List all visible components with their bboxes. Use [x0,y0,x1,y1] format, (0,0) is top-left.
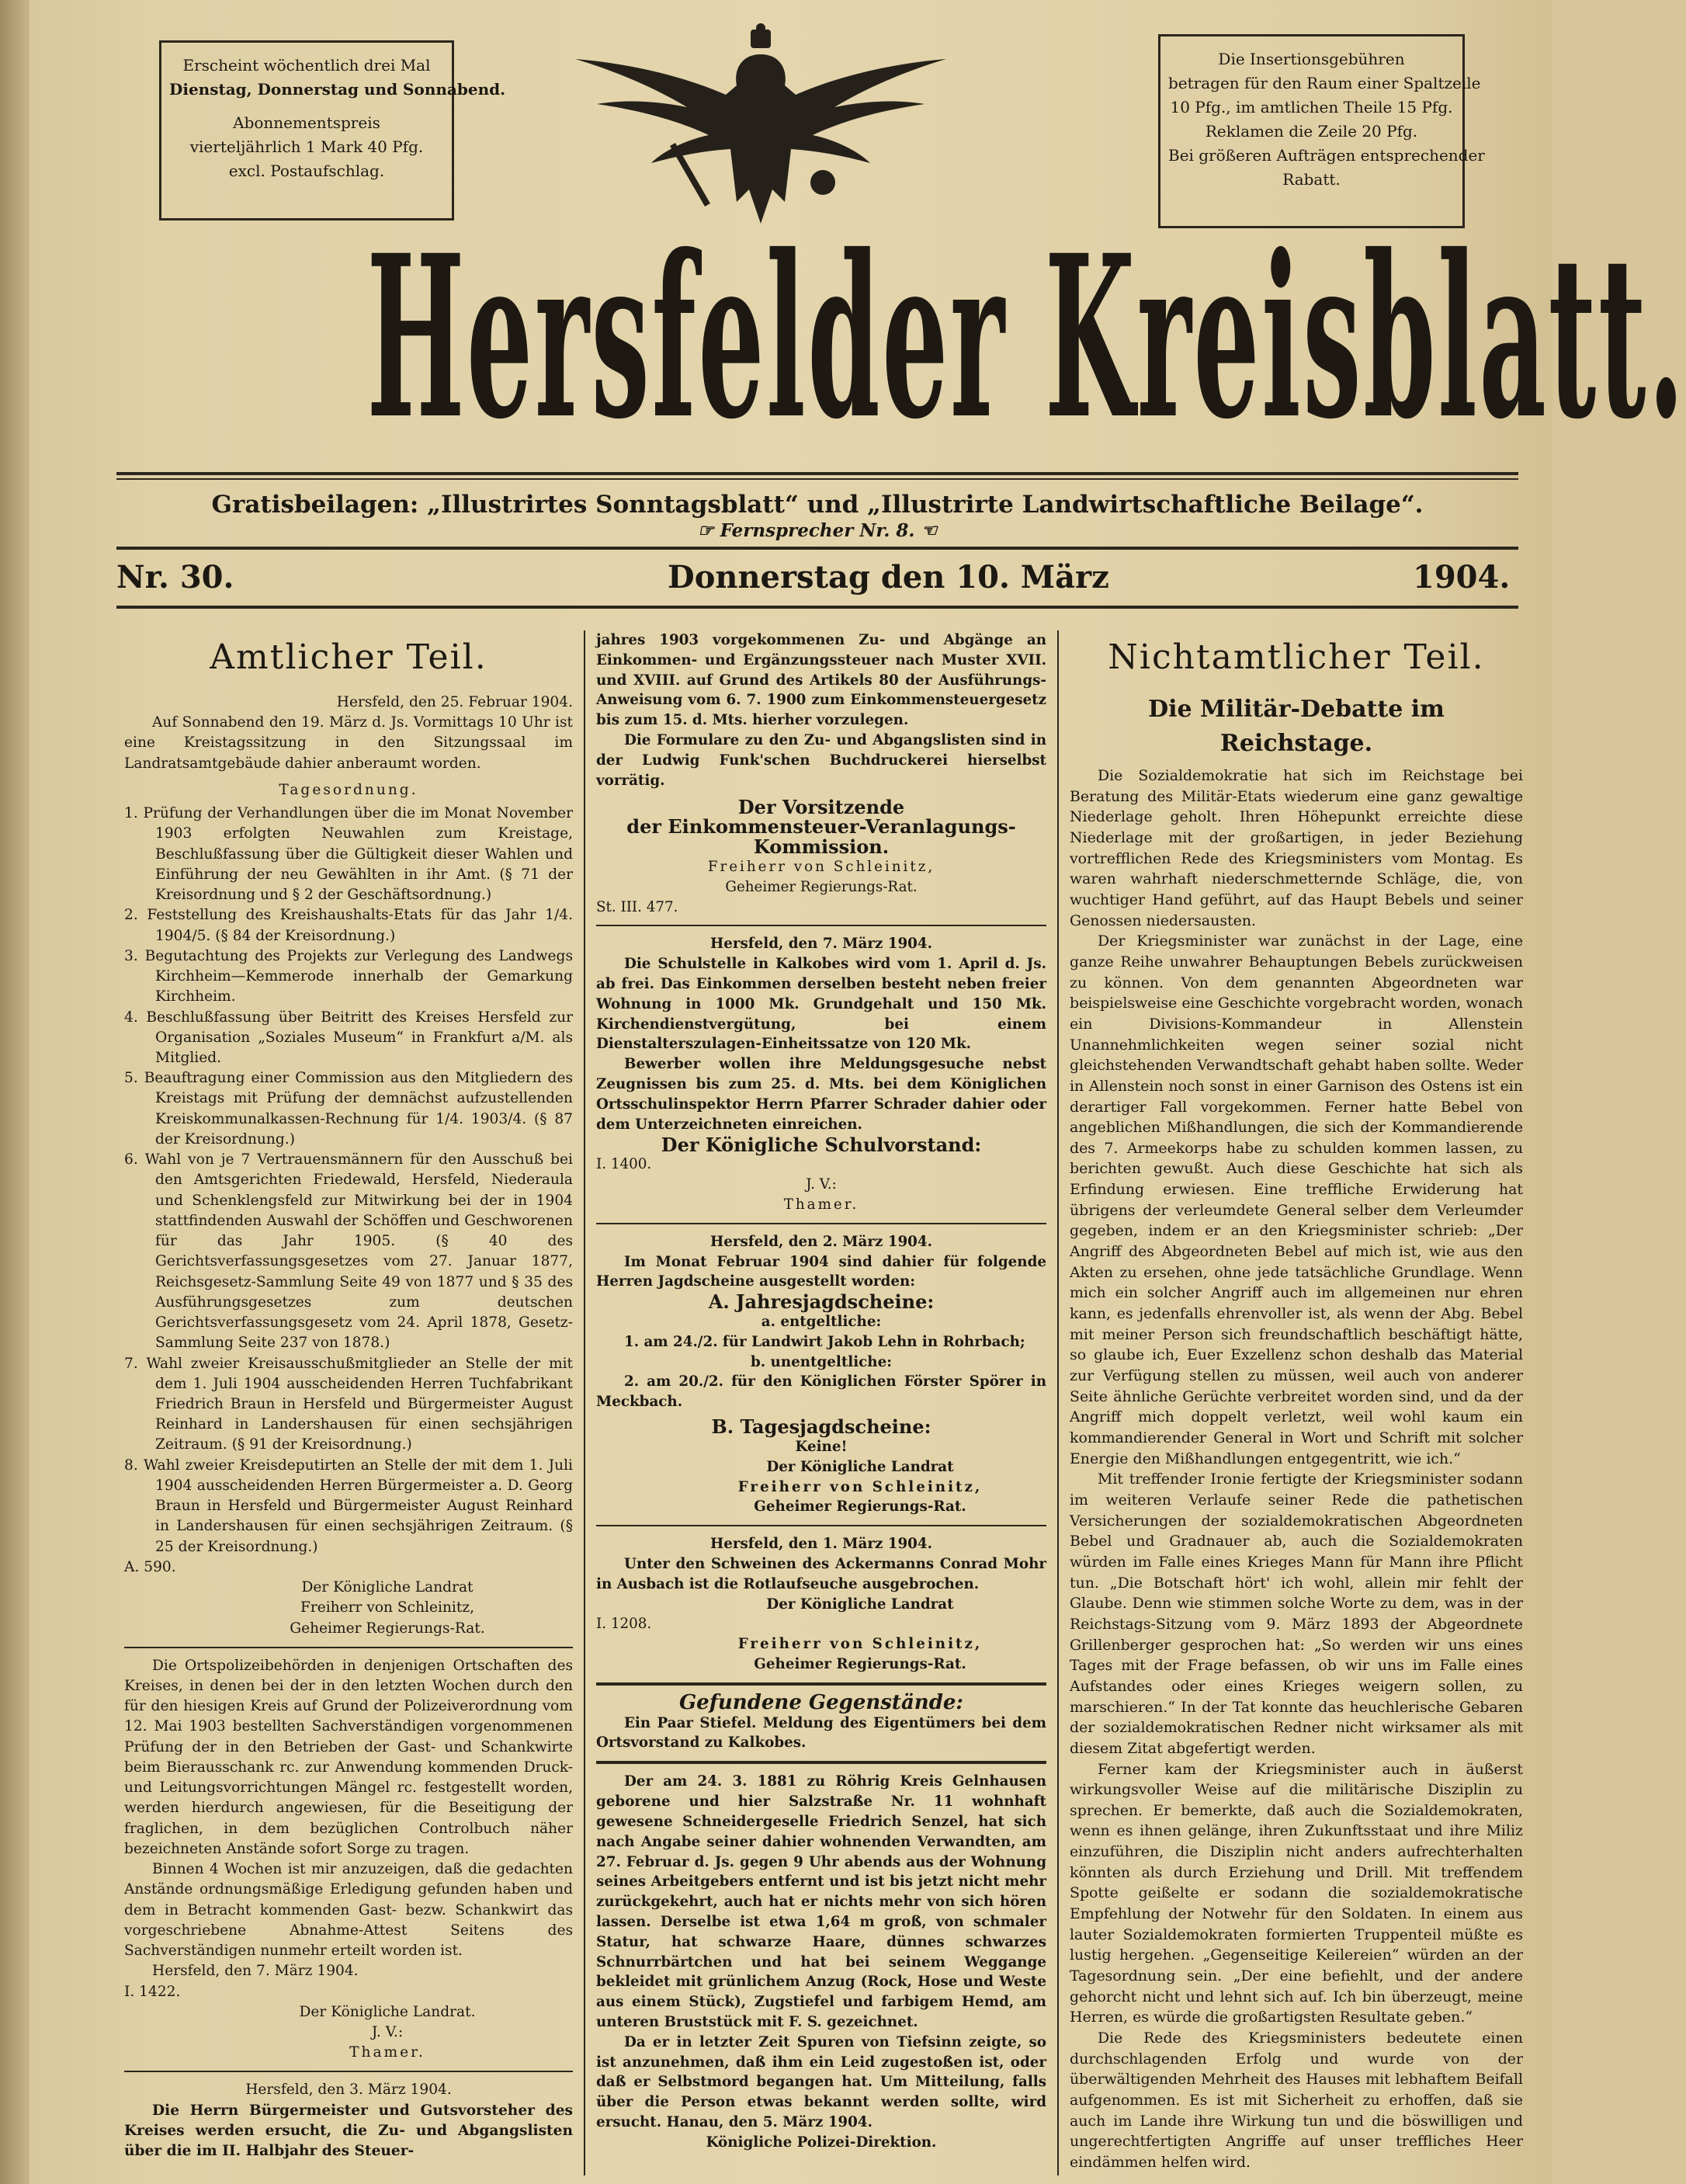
notice-intro: Auf Sonnabend den 19. März d. Js. Vormittags 10 Uhr ist eine Kreistagssitzung in den Sitzungssaal im Landratsamtgebäude dahier anberaumt worden. [124,714,573,772]
signature-line: J. V.: [806,1176,837,1193]
article-paragraph: Ferner kam der Kriegsminister auch in äußerst wirkungsvoller Weise auf die militärische Disziplin zu sprechen. Er bemerkte, daß auch die Sozialdemokraten, wenn es ihnen gelänge, ihren Zukunftsstaat und ihre Miliz einzuführen, die Disziplin nicht anders aufrechterhalten könnten als durch Erziehung und Drill. Mit treffendem Spotte geißelte er sodann die sozialdemokratische Empfehlung der Notwehr für den Soldaten. In einem aus lauter Sozialdemokraten formierten Truppenteil müßte es lustig hergehen. „Gegenseitige Keilereien“ würden an der Tagesordnung sein. „Der eine befiehlt, und der andere gehorcht nicht und lehnt sich auf. Ich bin überzeugt, meine Herren, es würde die großartigsten Resultate geben.“ [1070,1760,1523,2026]
signature-line: Der Vorsitzende [737,795,905,818]
agenda-item: 5. Beauftragung einer Commission aus den Mitgliedern des Kreistags mit Prüfung der demnächst aufzustellenden Kreiskommunalkassen-Rechnung für 1/4. 1903/4. (§ 87 der Kreisordnung.) [124,1070,573,1148]
issue-year: 1904. [1413,559,1511,595]
notice-body: Im Monat Februar 1904 sind dahier für folgende Herren Jagdscheine ausgestellt worden: [596,1253,1046,1290]
signature-line: Der Königliche Landrat. [299,2003,476,2020]
notice-separator [124,2071,573,2072]
signature-line: Freiherr von Schleinitz, [300,1599,475,1616]
article-paragraph: Die Sozialdemokratie hat sich im Reichstage bei Beratung des Militär-Etats wiederum eine ganz gewaltige Niederlage geholt. Ihren Höhepunkt erreichte diese Niederlage mit der großartigen, in jeder Beziehung vortrefflichen Rede des Kriegsministers vom Montag. Es waren wahrhaft niederschmetternde Schläge, die, von wuchtiger Hand geführt, auf das Haupt Bebels und seiner Genossen niedersausten. [1070,767,1523,929]
reference-number: I. 1400. [596,1156,652,1173]
place-date: Hersfeld, den 7. März 1904. [709,936,932,953]
notice-body: Der am 24. 3. 1881 zu Röhrig Kreis Gelnhausen geborene und hier Salzstraße Nr. 11 wohnhaft gewesene Schneidergeselle Friedrich Senzel, hat sich nach Angabe seiner dahier wohnenden Verwandten, am 27. Februar d. Js. gegen 9 Uhr abends aus der Wohnung seines Arbeitgebers entfernt und ist bis jetzt nicht mehr zurückgekehrt, auch hat er nichts mehr von sich hören lassen. Derselbe ist etwa 1,64 m groß, von schmaler Statur, hat schwarze Haare, dünnes schwarzes Schnurrbärtchen und hat bei seinem Weggange bekleidet mit grünlichem Anzug (Rock, Hose und Weste aus einem Stück), Zugstiefel und farbigem Hemd, am unteren Bruststück mit F. S. gezeichnet. [596,1773,1046,2030]
rates-line: Reklamen die Zeile 20 Pfg. [1205,122,1418,141]
list-subheading: a. entgeltliche: [761,1314,882,1330]
agenda-item: 7. Wahl zweier Kreisausschußmitglieder an Stelle der mit dem 1. Juli 1904 ausscheidenden Herren Tuchfabrikant Friedrich Braun in Hersfeld und Bürgermeister August Reinhard in Landershausen für einen sechsjährigen Zeitraum. (§ 91 der Kreisordnung.) [124,1355,573,1453]
found-items-heading: Gefundene Gegenstände: [678,1690,964,1714]
section-heading: Nichtamtlicher Teil. [1108,637,1485,677]
agenda-item: 4. Beschlußfassung über Beitritt des Kreises Hersfeld zur Organisation „Soziales Museum“ in Frankfurt a/M. als Mitglied. [124,1009,573,1066]
notice-separator [596,925,1046,926]
signature-line: J. V.: [371,2024,404,2040]
dateline-top-rule [116,547,1518,550]
column-official-continued [596,630,1046,2153]
rates-line: Rabatt. [1282,170,1341,189]
reference-number: A. 590. [124,1558,176,1575]
list-item: 2. am 20./2. für den Königlichen Förster Spörer in Meckbach. [596,1373,1046,1411]
notice-separator [596,1525,1046,1526]
signature-line: Der Königliche Schulvorstand: [661,1133,982,1156]
list-heading: A. Jahresjagdscheine: [708,1290,935,1314]
rates-line: 10 Pfg., im amtlichen Theile 15 Pfg. [1170,98,1453,116]
notice-body: Die Ortspolizeibehörden in denjenigen Ortschaften des Kreises, in denen bei der in den letzten Wochen durch den für den hiesigen Kreis auf Grund der Polizeiverordnung vom 12. Mai 1903 bestellten Sachverständigen vorgenommenen Prüfung der in den Betrieben der Gast- und Schankwirte beim Bierausschank rc. zur Anwendung kommenden Druck- und Leitungsvorrichtungen Mängel rc. festgestellt worden, werden hierdurch angewiesen, für die Beseitigung der fraglichen, in dem bezüglichen Controlbuch näher bezeichneten Anstände sofort Sorge zu tragen. [124,1657,573,1857]
signature-line: Freiherr von Schleinitz, [707,858,935,875]
phone-line [116,519,1518,543]
signature-line: Geheimer Regierungs-Rat. [754,1656,966,1672]
notice-separator [124,1647,573,1648]
reference-number: I. 1422. [124,1983,181,2000]
agenda-item: 3. Begutachtung des Projekts zur Verlegung des Landwegs Kirchheim—Kemmerode innerhalb der Gemarkung Kirchheim. [124,947,573,1005]
phone-number: Fernsprecher Nr. 8. [720,520,915,541]
article-paragraph: Der Kriegsminister war zunächst in der Lage, eine ganze Reihe unwahrer Behauptungen Bebels zurückweisen zu können. Von dem genannten Abgeordneten war beispielsweise eine Geschichte vorgebracht worden, wonach ein Divisions-Kommandeur in Allenstein Unannehmlichkeiten wegen seiner sozial nicht gleichstehenden Verwandtschaft gehabt haben sollte. Weder in Allenstein noch sonst in einer Garnison des Ostens ist ein derartiger Fall vorgekommen. Ferner hatte Bebel von angeblichen Mißhandlungen, die sich der Kommandierende des 7. Armeekorps habe zu schulden kommen lassen, zu berichten gewußt. Auch diese Geschichte hat sich als Erfindung erwiesen. Eine treffliche Erwiderung hat übrigens der verleumdete General selber dem Verleumder gegeben, indem er an den Kriegsminister schrieb: „Der Angriff des Abgeordneten Bebel auf mich ist, wie aus den Akten zu ersehen, ohne jede tatsächliche Grundlage. Wenn mich ein solcher Angriff auch im allgemeinen nur ehren kann, es jedenfalls ehrenvoller ist, als wenn der Abg. Bebel mit meiner Person sich freundschaftlich beschäftigt hätte, so glaube ich, Euer Exzellenz schon deshalb das Material zur Verfügung stellen zu müssen, weil auch von anderer Seite ähnliche Gerüchte verbreitet worden sind, und da der Angriff mich doppelt verletzt, weil wohl kaum ein kommandierender General in Wort und Schrift mit solcher Energie den Mißhandlungen entgegentritt, wie ich.“ [1070,932,1523,1467]
section-heading: Amtlicher Teil. [210,637,487,677]
signature-line: Freiherr von Schleinitz, [737,1478,983,1495]
signature-line: der Einkommensteuer-Veranlagungs-Kommission. [626,815,1016,859]
notice-body: jahres 1903 vorgekommenen Zu- und Abgänge an Einkommen- und Ergänzungssteuer nach Muster XVII. und XVIII. auf Grund des Artikels 80 der Ausführungs-Anweisung vom 6. 7. 1900 zum Einkommensteuergesetz bis zum 15. d. Mts. hierher vorzulegen. [596,632,1046,729]
agenda-heading: Tagesordnung. [279,781,418,798]
notice-body: Da er in letzter Zeit Spuren von Tiefsinn zeigte, so ist anzunehmen, daß ihm ein Leid zugestoßen ist, oder daß er Selbstmord begangen hat. Um Mitteilung, falls über die Person etwas bekannt werden sollte, wird ersucht. Hanau, den 5. März 1904. [596,2033,1046,2131]
signature-line: Geheimer Regierungs-Rat. [290,1620,485,1637]
rates-line: Die Insertionsgebühren [1218,50,1405,68]
place-date: Hersfeld, den 25. Februar 1904. [336,694,573,710]
list-heading: B. Tagesjagdscheine: [711,1415,931,1439]
list-subheading: b. unentgeltliche: [751,1353,892,1370]
place-date: Hersfeld, den 7. März 1904. [152,1963,359,1980]
subscription-line: Abonnementspreis [233,113,380,132]
subscription-line: vierteljährlich 1 Mark 40 Pfg. [189,137,424,156]
signature-line: Der Königliche Landrat [301,1579,474,1596]
notice-body: Bewerber wollen ihre Meldungsgesuche nebst Zeugnissen bis zum 25. d. Mts. bei dem Königlichen Ortsschulinspektor Herrn Pfarrer Schrader dahier oder dem Unterzeichneten einreichen. [596,1056,1046,1133]
agenda-item: 2. Feststellung des Kreishaushalts-Etats für das Jahr 1/4. 1904/5. (§ 84 der Kreisordnung.) [124,907,573,944]
subscription-line: Dienstag, Donnerstag und Sonnabend. [169,80,506,99]
issue-number: Nr. 30. [116,559,234,595]
masthead-rule-thin [116,478,1518,480]
signature-line: Der Königliche Landrat [766,1458,954,1475]
column-divider [1057,630,1059,2175]
subscription-line: Erscheint wöchentlich drei Mal [182,56,431,75]
signature-line: Geheimer Regierungs-Rat. [725,878,918,895]
agenda-item: 6. Wahl von je 7 Vertrauensmännern für den Ausschuß bei den Amtsgerichten Friedewald, Hersfeld, Niederaula und Schenklengsfeld zur Mitwirkung bei der in 1904 stattfindenden Auswahl der Schöffen und Geschworenen für das Jahr 1905. (§ 40 des Gerichtsverfassungsgesetzes vom 27. Januar 1877, Reichsgesetz-Sammlung Seite 49 von 1877 und § 35 des Ausführungsgesetzes zum deutschen Gerichtsverfassungsgesetz vom 24. April 1878, Gesetz-Sammlung Seite 237 von 1878.) [124,1151,573,1352]
notice-separator [596,1682,1046,1686]
notice-body: Unter den Schweinen des Ackermanns Conrad Mohr in Ausbach ist die Rotlaufseuche ausgebrochen. [596,1555,1046,1592]
rates-line: Bei größeren Aufträgen entsprechender [1168,146,1485,165]
column-unofficial [1070,630,1523,2173]
place-date: Hersfeld, den 3. März 1904. [245,2082,452,2099]
subscription-line: excl. Postaufschlag. [228,161,385,180]
issue-date: Donnerstag den 10. März [668,559,1109,595]
signature-line: Thamer. [783,1196,859,1213]
signature-line: Geheimer Regierungs-Rat. [754,1498,966,1516]
agenda-item: 8. Wahl zweier Kreisdeputirten an Stelle der mit dem 1. Juli 1904 ausscheidenden Herren Bürgermeister a. D. Georg Braun in Hersfeld und Bürgermeister August Reinhard in Landershausen für einen sechsjährigen Zeitraum. (§ 25 der Kreisordnung.) [124,1457,573,1555]
dateline-bottom-rule [116,606,1518,609]
newspaper-title: Hersfelder Kreisblatt. [366,206,1686,469]
rates-line: betragen für den Raum einer Spaltzeile [1168,74,1481,92]
agenda-item: 1. Prüfung der Verhandlungen über die im Monat November 1903 erfolgten Neuwahlen zum Kreistage, Beschlußfassung über die Gültigkeit dieser Wahlen und Einführung der neu Gewählten in ihr Amt. (§ 71 der Kreisordnung und § 2 der Geschäftsordnung.) [124,805,573,904]
reference-number: St. III. 477. [596,898,678,915]
masthead-rule [116,472,1518,475]
pointing-hand-icon: ☞ [697,520,720,541]
notice-separator [596,1761,1046,1764]
supplements-line: Gratisbeilagen: „Illustrirtes Sonntagsblatt“ und „Illustrirte Landwirtschaftliche Beilage“. [211,491,1424,519]
reference-number: I. 1208. [596,1616,652,1633]
notice-body: Die Schulstelle in Kalkobes wird vom 1. April d. Js. ab frei. Das Einkommen derselben besteht neben freier Wohnung in 1000 Mk. Grundgehalt und 150 Mk. Kirchendienstvergütung, bei einem Dienstalterszulagen-Einheitssatze von 120 Mk. [596,956,1046,1053]
place-date: Hersfeld, den 1. März 1904. [709,1536,932,1553]
signature-line: Thamer. [349,2044,425,2061]
article-paragraph: Die Rede des Kriegsministers bedeutete einen durchschlagenden Erfolg und wurde von der überwältigenden Mehrheit des Hauses mit lebhaftem Beifall aufgenommen. Es ist mit Sicherheit zu erhoffen, daß sie auch im Lande ihre Wirkung tun und die böswilligen und ungerechtfertigten Angriffe auf unser treffliches Heer eindämmen helfen wird. [1070,2029,1523,2171]
signature-line: Der Königliche Landrat [766,1595,954,1613]
list-item: 1. am 24./2. für Landwirt Jakob Lehn in Rohrbach; [624,1333,1025,1350]
list-item: Keine! [795,1438,848,1455]
place-date: Hersfeld, den 2. März 1904. [709,1233,932,1250]
notice-body: Ein Paar Stiefel. Meldung des Eigentümers bei dem Ortsvorstand zu Kalkobes. [596,1714,1046,1752]
notice-separator [596,1223,1046,1224]
notice-body: Die Herrn Bürgermeister und Gutsvorsteher des Kreises werden ersucht, die Zu- und Abgangslisten über die im II. Halbjahr des Steuer- [124,2102,573,2160]
notice-body: Binnen 4 Wochen ist mir anzuzeigen, daß die gedachten Anstände ordnungsmäßige Erledigung gefunden haben und dem in Betracht kommenden Gast- bezw. Schankwirt das vorgeschriebene Abnahme-Attest Seitens des Sachverständigen nunmehr erteilt worden ist. [124,1861,573,1960]
column-official [124,630,573,2161]
pointing-hand-icon: ☜ [914,520,938,541]
notice-body: Die Formulare zu den Zu- und Abgangslisten sind in der Ludwig Funk'schen Buchdruckerei hierselbst vorrätig. [596,732,1046,789]
signature-line: Königliche Polizei-Direktion. [706,2134,937,2151]
signature-line: Freiherr von Schleinitz, [737,1636,983,1653]
article-paragraph: Mit treffender Ironie fertigte der Kriegsminister sodann im weiteren Verlaufe seiner Rede die pathetischen Versicherungen der sozialdemokratischen Abgeordneten Bebel und Gradnauer ab, auch die Sozialdemokraten würden im Falle eines Krieges Mann für Mann ihre Pflicht tun. „Die Botschaft hört' ich wohl, allein mir fehlt der Glaube. Denn wie stimmen solche Worte zu dem, was in der Reichstags-Sitzung vom 9. März 1893 der Abgeordnete Grillenberger gesprochen hat: „So werden wir uns eines Tages mit der Frage befassen, ob wir uns im Falle eines Aufstandes oder eines Krieges weigern sollen, zu marschieren.“ In der Tat konnte das heuchlerische Gebaren der sozialdemokratischen Redner nicht wirksamer als mit diesem Zitat abgefertigt werden. [1070,1470,1523,1757]
article-title: Die Militär-Debatte im Reichstage. [1148,696,1445,757]
column-divider [584,630,585,2175]
